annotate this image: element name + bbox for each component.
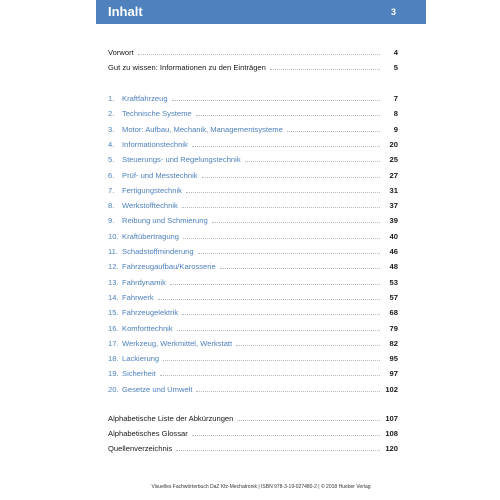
toc-chapter-6[interactable] xyxy=(108,169,398,181)
chapter-title: Fertigungstechnik xyxy=(122,185,182,195)
chapter-page: 9 xyxy=(393,124,398,134)
toc-entry-label: Alphabetisches Glossar xyxy=(108,429,188,438)
dot-leader xyxy=(198,245,380,254)
dot-leader xyxy=(220,260,380,269)
toc-chapter-1[interactable] xyxy=(108,92,398,104)
page-header xyxy=(96,0,426,24)
toc-entry-label: Alphabetische Liste der Abkürzungen xyxy=(108,414,234,423)
toc-chapter-20[interactable] xyxy=(108,383,398,395)
chapter-title: Kraftübertragung xyxy=(122,231,179,241)
page-title: Inhalt xyxy=(108,4,143,19)
dot-leader xyxy=(202,169,380,178)
dot-leader xyxy=(160,367,380,376)
toc-entry-page: 5 xyxy=(393,63,398,72)
toc-entry-page: 4 xyxy=(393,48,398,57)
dot-leader xyxy=(172,92,380,101)
chapter-title: Fahrzeugelektrik xyxy=(122,308,179,318)
toc-chapter-10[interactable] xyxy=(108,230,398,242)
chapter-title: Sicherheit xyxy=(122,369,156,379)
chapter-number: 9. xyxy=(108,216,115,226)
toc-chapter-15[interactable] xyxy=(108,306,398,318)
toc-chapter-7[interactable] xyxy=(108,184,398,196)
chapter-number: 16. xyxy=(108,323,119,333)
chapter-number: 5. xyxy=(108,155,115,165)
page-footer: Visuelles Fachwörterbuch DaZ Kfz-Mechatronik | ISBN 978-3-19-027480-2 | © 2018 Hueber Verlag xyxy=(151,484,371,490)
dot-leader xyxy=(170,276,380,285)
chapter-title: Reibung und Schmierung xyxy=(122,216,208,226)
dot-leader xyxy=(138,46,380,55)
dot-leader xyxy=(236,337,380,346)
chapter-title: Fahrzeugaufbau/Karosserie xyxy=(122,262,216,272)
toc-entry-vorwort[interactable] xyxy=(108,46,398,58)
toc-chapter-17[interactable] xyxy=(108,337,398,349)
chapter-number: 7. xyxy=(108,185,115,195)
dot-leader xyxy=(158,291,380,300)
toc-chapter-13[interactable] xyxy=(108,276,398,288)
dot-leader xyxy=(212,214,380,223)
chapter-page: 31 xyxy=(389,185,398,195)
chapter-title: Kraftfahrzeug xyxy=(122,94,168,103)
chapter-number: 15. xyxy=(108,308,119,318)
toc-chapter-5[interactable] xyxy=(108,153,398,165)
chapter-page: 48 xyxy=(389,262,398,272)
toc-entry-label: Quellenverzeichnis xyxy=(108,444,173,453)
chapter-number: 6. xyxy=(108,170,115,180)
chapter-page: 37 xyxy=(389,201,398,211)
toc-chapter-11[interactable] xyxy=(108,245,398,257)
dot-leader xyxy=(196,107,380,116)
chapter-number: 11. xyxy=(108,247,118,256)
chapter-title: Technische Systeme xyxy=(122,109,192,119)
dot-leader xyxy=(245,153,380,162)
chapter-number: 1. xyxy=(108,94,115,103)
chapter-number: 17. xyxy=(108,338,119,348)
toc-entry-page: 107 xyxy=(385,414,398,423)
chapter-number: 8. xyxy=(108,201,115,211)
chapter-title: Lackierung xyxy=(122,354,160,364)
chapter-number: 19. xyxy=(108,369,119,379)
chapter-page: 53 xyxy=(389,277,398,287)
chapter-title: Informationstechnik xyxy=(122,139,188,149)
toc-entry-page: 120 xyxy=(385,444,398,453)
chapter-title: Schadstoffminderung xyxy=(122,247,194,256)
dot-leader xyxy=(237,412,380,421)
chapter-page: 82 xyxy=(389,338,398,348)
page-number: 3 xyxy=(390,7,396,17)
chapter-title: Gesetze und Umwelt xyxy=(122,384,193,394)
chapter-page: 40 xyxy=(389,231,398,241)
chapter-page: 8 xyxy=(393,109,398,119)
chapter-number: 18. xyxy=(108,354,119,364)
chapter-number: 12. xyxy=(108,262,119,272)
toc-chapter-4[interactable] xyxy=(108,138,398,150)
chapter-number: 20. xyxy=(108,384,119,394)
toc-chapter-3[interactable] xyxy=(108,123,398,135)
chapter-number: 10. xyxy=(108,231,119,241)
toc-chapter-19[interactable] xyxy=(108,367,398,379)
toc-chapter-18[interactable] xyxy=(108,352,398,364)
chapter-title: Werkstofftechnik xyxy=(122,201,178,211)
toc-entry-page: 108 xyxy=(385,429,398,438)
dot-leader xyxy=(196,383,380,392)
chapter-number: 2. xyxy=(108,109,115,119)
dot-leader xyxy=(192,138,380,147)
dot-leader xyxy=(192,427,380,436)
chapter-number: 4. xyxy=(108,139,115,149)
toc-entry-label: Gut zu wissen: Informationen zu den Einträgen xyxy=(108,63,266,72)
chapter-page: 57 xyxy=(389,292,398,302)
chapter-number: 14. xyxy=(108,292,119,302)
toc-chapter-9[interactable] xyxy=(108,214,398,226)
toc-entry-gut-zu-wissen[interactable] xyxy=(108,61,398,73)
chapter-title: Fahrwerk xyxy=(122,292,154,302)
chapter-title: Steuerungs- und Regelungstechnik xyxy=(122,155,241,165)
chapter-number: 3. xyxy=(108,124,115,134)
dot-leader xyxy=(183,230,380,239)
chapter-title: Fahrdynamik xyxy=(122,277,166,287)
toc-chapter-14[interactable] xyxy=(108,291,398,303)
chapter-page: 79 xyxy=(389,323,398,333)
toc-entry-quellenverzeichnis[interactable] xyxy=(108,442,398,454)
chapter-page: 97 xyxy=(389,369,398,379)
chapter-title: Werkzeug, Werkmittel, Werkstatt xyxy=(122,338,233,348)
toc-chapter-8[interactable] xyxy=(108,199,398,211)
chapter-page: 102 xyxy=(385,384,398,394)
dot-leader xyxy=(182,306,380,315)
toc-entry-abkuerzungen[interactable] xyxy=(108,412,398,424)
dot-leader xyxy=(287,123,380,132)
toc-chapter-12[interactable] xyxy=(108,260,398,272)
chapter-page: 20 xyxy=(389,139,398,149)
chapter-number: 13. xyxy=(108,277,119,287)
chapter-page: 25 xyxy=(389,155,398,165)
chapter-title: Prüf- und Messtechnik xyxy=(122,170,198,180)
dot-leader xyxy=(163,352,380,361)
chapter-title: Motor: Aufbau, Mechanik, Managementsysteme xyxy=(122,124,283,134)
chapter-page: 39 xyxy=(389,216,398,226)
dot-leader xyxy=(186,184,380,193)
chapter-page: 27 xyxy=(389,170,398,180)
toc-chapter-16[interactable] xyxy=(108,322,398,334)
chapter-page: 68 xyxy=(389,308,398,318)
chapter-page: 7 xyxy=(393,94,398,103)
toc-entry-glossar[interactable] xyxy=(108,427,398,439)
chapter-page: 46 xyxy=(389,247,398,256)
chapter-page: 95 xyxy=(389,354,398,364)
dot-leader xyxy=(177,322,380,331)
chapter-title: Komforttechnik xyxy=(122,323,173,333)
toc-entry-label: Vorwort xyxy=(108,48,134,57)
toc-chapter-2[interactable] xyxy=(108,107,398,119)
dot-leader xyxy=(182,199,380,208)
dot-leader xyxy=(176,442,380,451)
dot-leader xyxy=(270,61,380,70)
